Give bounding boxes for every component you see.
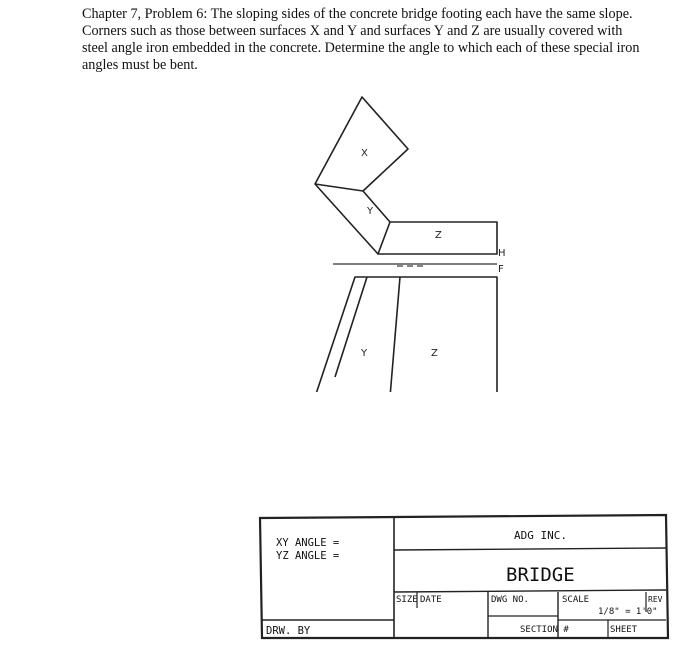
- top-view-footing-outline: [315, 97, 497, 254]
- orthographic-drawing: [285, 92, 530, 392]
- label-h: H: [498, 248, 506, 259]
- front-view-edge-yz: [390, 277, 400, 392]
- dwg-no-label: DWG NO.: [491, 595, 529, 605]
- sheet-label: SHEET: [610, 625, 638, 635]
- title-block-svg: [258, 512, 670, 642]
- label-y-front: Y: [361, 348, 368, 359]
- label-y-top: Y: [367, 206, 374, 217]
- scale-value: 1/8" = 1'0": [598, 607, 658, 617]
- label-z-front: Z: [431, 348, 438, 359]
- problem-statement: Chapter 7, Problem 6: The sloping sides of the concrete bridge footing each have the same slope. Corners such as those between surfaces X and Y and surfaces Y and Z are usually covered with steel angle iron embedded in the concrete. Determine the angle to which each of these special iron angles must be bent.: [82, 6, 640, 73]
- label-x-top: X: [361, 148, 368, 159]
- label-f: F: [498, 264, 504, 275]
- section-label: SECTION #: [520, 625, 569, 635]
- drawing-title: BRIDGE: [506, 564, 575, 586]
- label-z-top: Z: [435, 230, 442, 241]
- edge-xy: [315, 184, 363, 191]
- front-view-inner-edge: [335, 277, 367, 377]
- yz-angle-label: YZ ANGLE =: [276, 550, 340, 562]
- title-block: [258, 512, 670, 642]
- scale-label: SCALE: [562, 595, 590, 605]
- drawn-by-label: DRW. BY: [266, 625, 311, 637]
- divider-company: [394, 548, 666, 550]
- date-label: DATE: [420, 595, 442, 605]
- xy-angle-label: XY ANGLE =: [276, 537, 340, 549]
- divider-title: [394, 590, 666, 592]
- drawing-svg: [285, 92, 530, 392]
- edge-yz: [378, 222, 390, 254]
- front-view-outline: [315, 277, 497, 392]
- company-name: ADG INC.: [514, 529, 567, 542]
- rev-label: REV: [648, 595, 663, 604]
- size-label: SIZE: [396, 595, 418, 605]
